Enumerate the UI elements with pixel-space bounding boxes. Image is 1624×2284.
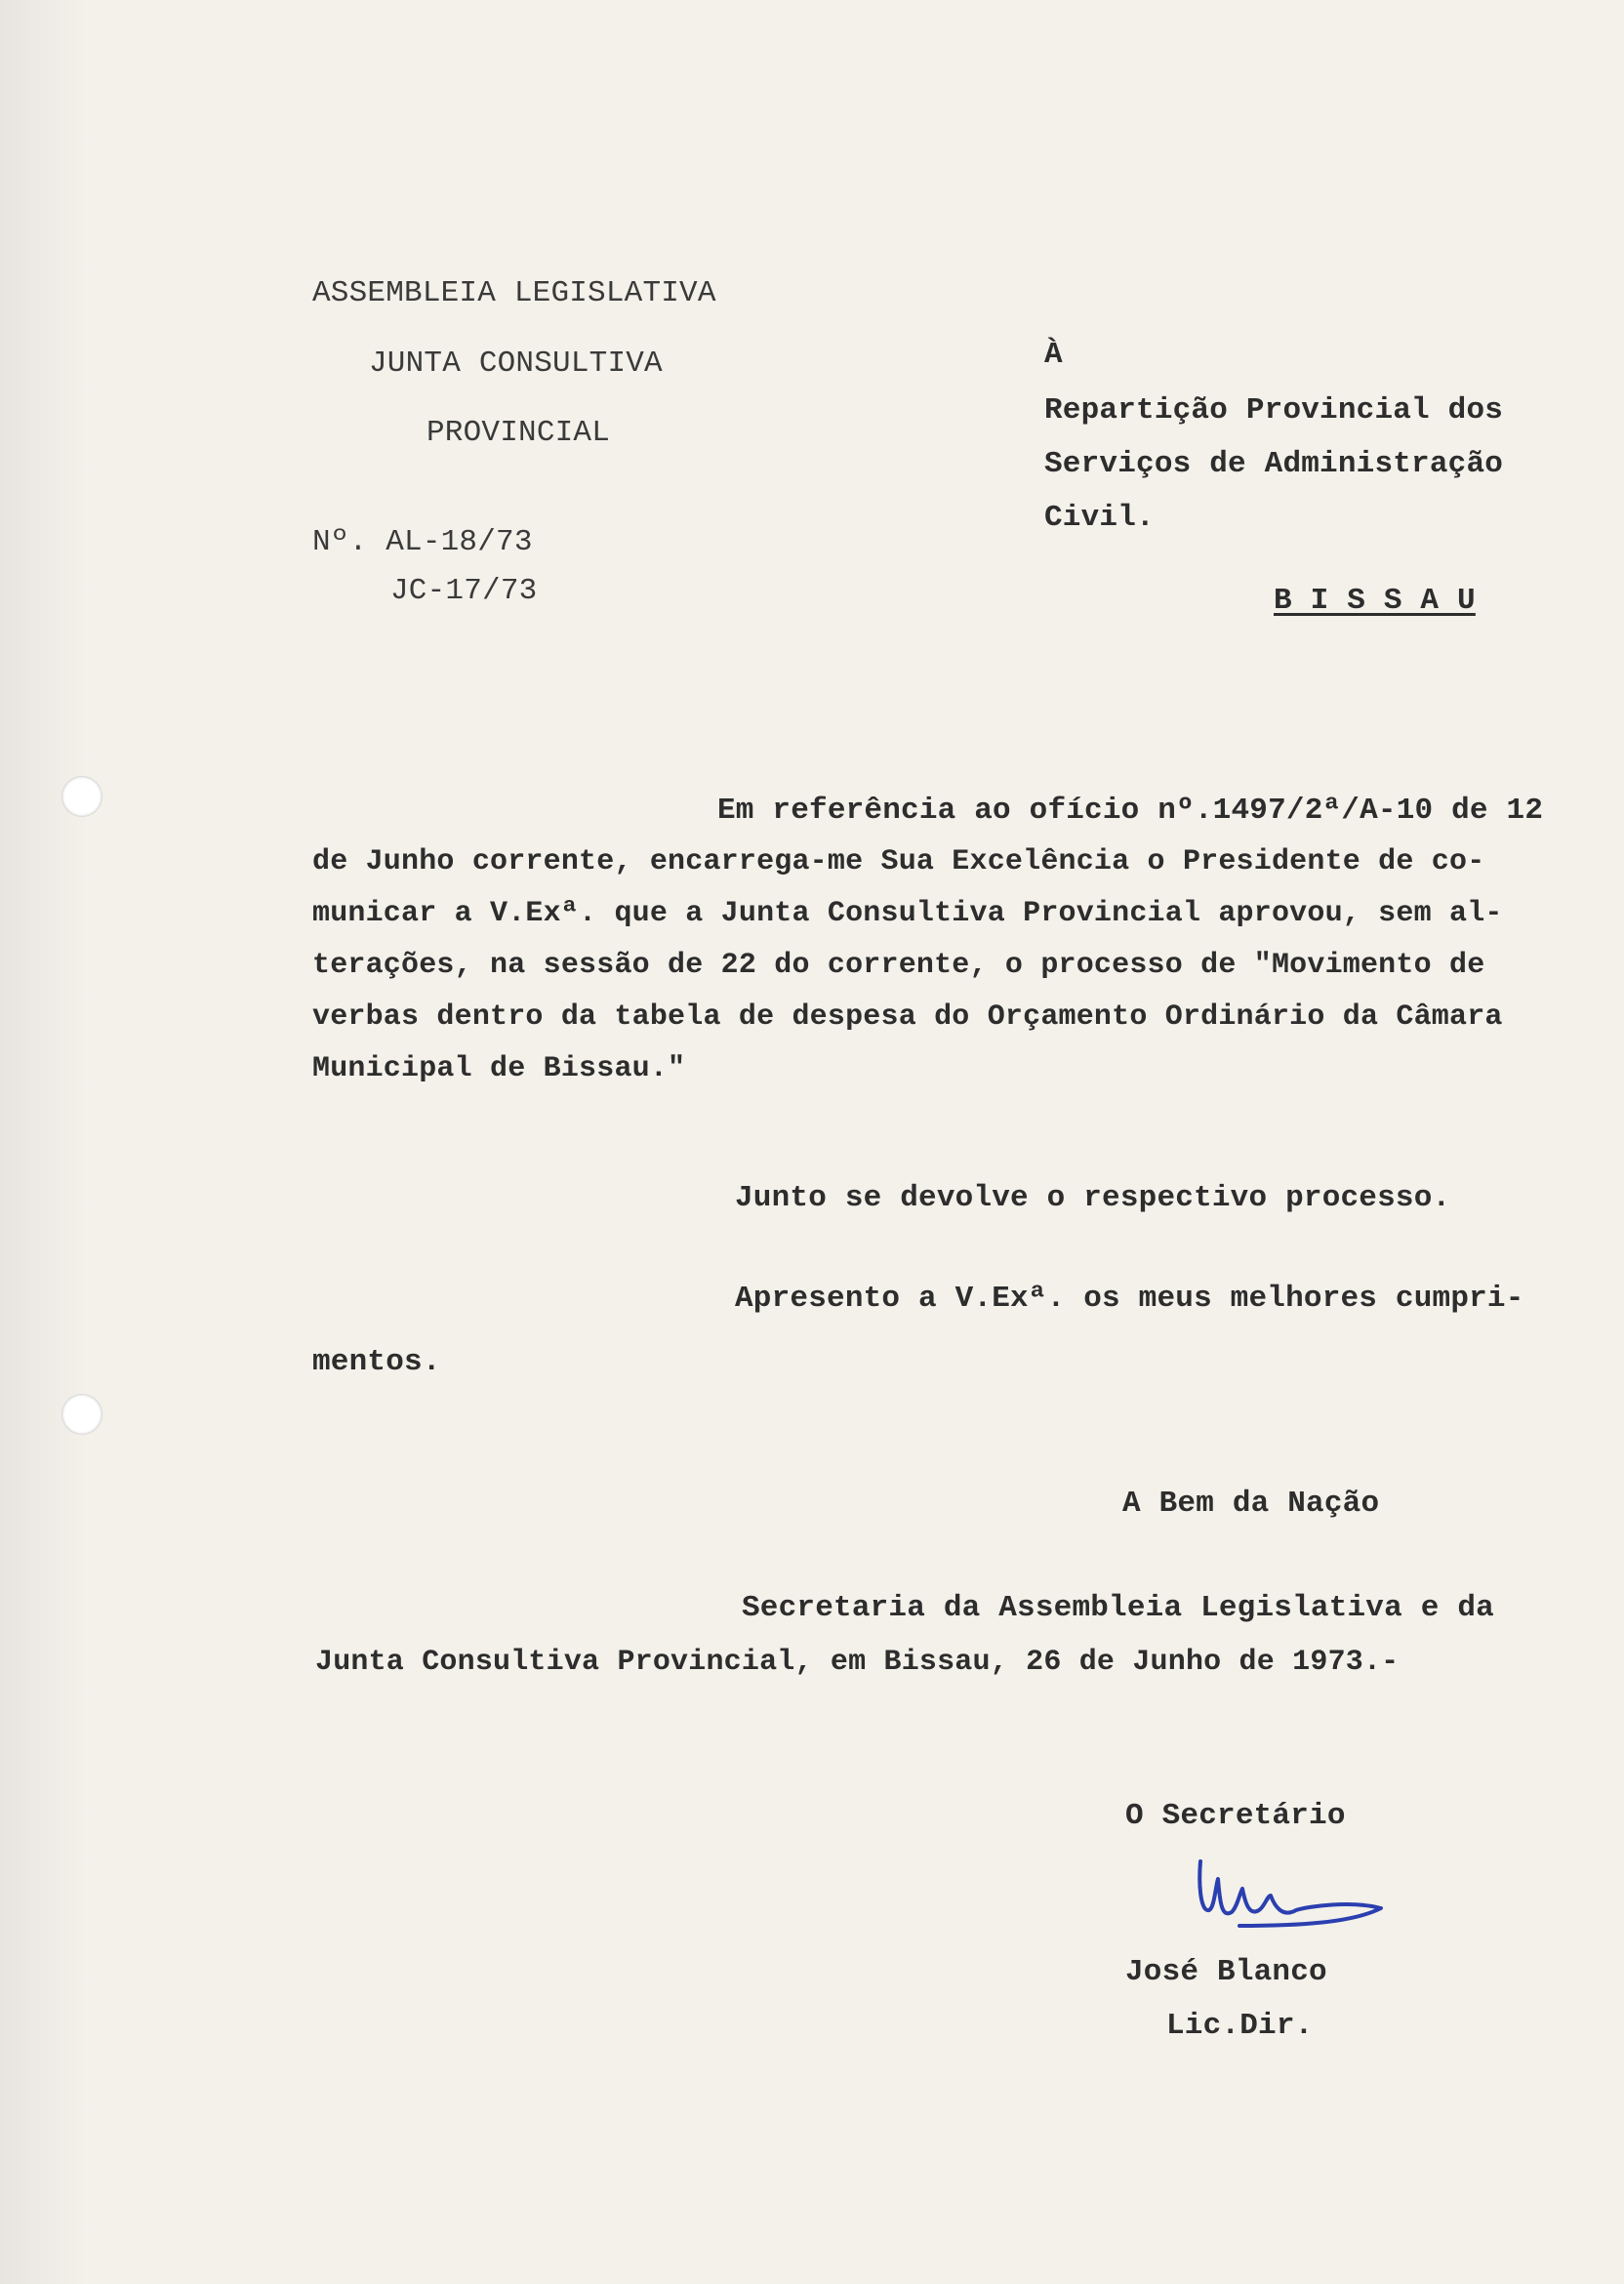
signature-title: O Secretário bbox=[1125, 1799, 1346, 1833]
sender-line-2: JUNTA CONSULTIVA bbox=[369, 347, 663, 381]
place-date-line-2: Junta Consultiva Provincial, em Bissau, 26 de Junho de 1973.- bbox=[315, 1646, 1400, 1679]
body-line: verbas dentro da tabela de despesa do Orçamento Ordinário da Câmara bbox=[312, 1000, 1503, 1034]
sender-line-1: ASSEMBLEIA LEGISLATIVA bbox=[312, 276, 716, 310]
recipient-line-3: Civil. bbox=[1044, 501, 1155, 535]
body-line: de Junho corrente, encarrega-me Sua Excelência o Presidente de co- bbox=[312, 845, 1485, 878]
signatory-degree: Lic.Dir. bbox=[1166, 2009, 1314, 2043]
body-line: Junto se devolve o respectivo processo. bbox=[735, 1181, 1451, 1215]
punch-hole-bottom bbox=[61, 1394, 102, 1435]
recipient-city: B I S S A U bbox=[1274, 584, 1476, 618]
handwritten-signature bbox=[1181, 1850, 1386, 1957]
signatory-name: José Blanco bbox=[1125, 1955, 1327, 1989]
punch-hole-top bbox=[61, 776, 102, 817]
recipient-line-1: Repartição Provincial dos bbox=[1044, 393, 1504, 428]
reference-al: Nº. AL-18/73 bbox=[312, 525, 533, 559]
recipient-prefix: À bbox=[1044, 338, 1063, 372]
reference-jc: JC-17/73 bbox=[390, 574, 538, 608]
body-line: Em referência ao ofício nº.1497/2ª/A-10 de 12 bbox=[717, 794, 1544, 828]
body-line: terações, na sessão de 22 do corrente, o processo de "Movimento de bbox=[312, 949, 1485, 982]
body-line: Apresento a V.Exª. os meus melhores cumpri- bbox=[735, 1282, 1524, 1316]
place-date-line-1: Secretaria da Assembleia Legislativa e da bbox=[742, 1591, 1494, 1625]
recipient-line-2: Serviços de Administração bbox=[1044, 447, 1504, 481]
body-line: mentos. bbox=[312, 1345, 441, 1379]
sender-line-3: PROVINCIAL bbox=[426, 416, 611, 450]
body-line: municar a V.Exª. que a Junta Consultiva Provincial aprovou, sem al- bbox=[312, 897, 1503, 930]
salutation: A Bem da Nação bbox=[1122, 1487, 1380, 1521]
body-line: Municipal de Bissau." bbox=[312, 1052, 686, 1085]
